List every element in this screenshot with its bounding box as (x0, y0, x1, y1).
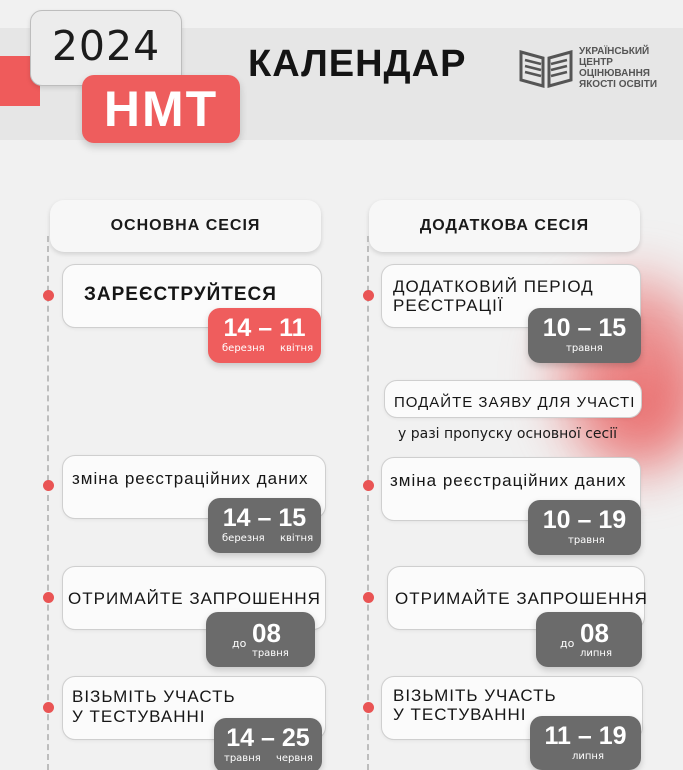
main-change-label: зміна реєстраційних даних (72, 469, 309, 488)
organization-logo-text (579, 46, 679, 90)
extra-session-heading: ДОДАТКОВА СЕСІЯ (369, 200, 640, 252)
main-session-heading: ОСНОВНА СЕСІЯ (50, 200, 321, 252)
extra-register-month: травня (566, 343, 603, 354)
book-logo-icon (519, 46, 573, 90)
extra-invite-day: 08 (580, 618, 609, 648)
extra-apply-label: ПОДАЙТЕ ЗАЯВУ ДЛЯ УЧАСТІ (394, 394, 636, 411)
main-register-date-badge (208, 308, 321, 363)
extra-invite-month: липня (580, 648, 612, 659)
extra-test-date-badge (530, 716, 641, 770)
logo-line-2: ЦЕНТР (579, 57, 613, 68)
main-register-label: ЗАРЕЄСТРУЙТЕСЯ (84, 284, 277, 305)
main-register-from-month: березня (222, 343, 265, 354)
logo-line-1: УКРАЇНСЬКИЙ (579, 46, 650, 57)
year-label: 2024 (30, 10, 182, 86)
extra-apply-note: у разі пропуску основної сесії (398, 426, 617, 442)
extra-register-range: 10 – 15 (542, 314, 627, 342)
main-invite-month: травня (252, 648, 289, 659)
main-invite-date-badge (206, 612, 315, 667)
extra-test-label-1: ВІЗЬМІТЬ УЧАСТЬ (393, 686, 557, 705)
main-invite-label: ОТРИМАЙТЕ ЗАПРОШЕННЯ (68, 589, 321, 608)
extra-timeline-dot (363, 480, 374, 491)
main-test-date-badge (214, 718, 322, 770)
extra-timeline-dot (363, 702, 374, 713)
main-test-from-month: травня (224, 753, 261, 764)
main-register-range: 14 – 11 (223, 314, 306, 342)
main-test-range: 14 – 25 (226, 724, 310, 752)
extra-timeline-dot (363, 290, 374, 301)
extra-test-range: 11 – 19 (544, 722, 627, 750)
main-test-label-1: ВІЗЬМІТЬ УЧАСТЬ (72, 687, 236, 706)
extra-invite-date-badge (536, 612, 642, 667)
extra-register-date-badge (528, 308, 641, 363)
main-register-to-month: квітня (280, 343, 314, 354)
main-timeline-dot (43, 480, 54, 491)
extra-change-label: зміна реєстраційних даних (390, 471, 627, 490)
main-test-label-2: У ТЕСТУВАННІ (72, 707, 206, 726)
extra-change-date-badge (528, 500, 641, 555)
page-title: КАЛЕНДАР (248, 43, 467, 85)
main-test-to-month: червня (276, 753, 313, 764)
main-change-from-month: березня (222, 533, 265, 544)
extra-test-month: липня (572, 751, 604, 762)
extra-session-timeline (367, 236, 369, 770)
exam-label: НМТ (82, 75, 240, 143)
extra-invite-prefix: до (560, 637, 575, 650)
main-change-range: 14 – 15 (222, 504, 307, 532)
main-change-to-month: квітня (280, 533, 314, 544)
logo-line-3: ОЦІНЮВАННЯ (579, 68, 650, 79)
extra-change-range: 10 – 19 (542, 506, 627, 534)
extra-timeline-dot (363, 592, 374, 603)
extra-register-label-2: РЕЄСТРАЦІЇ (393, 296, 504, 315)
main-change-date-badge (208, 498, 321, 553)
extra-register-label-1: ДОДАТКОВИЙ ПЕРІОД (393, 277, 594, 296)
extra-invite-label: ОТРИМАЙТЕ ЗАПРОШЕННЯ (395, 589, 648, 608)
extra-change-month: травня (568, 535, 605, 546)
extra-test-label-2: У ТЕСТУВАННІ (393, 705, 527, 724)
main-invite-day: 08 (252, 618, 281, 648)
main-timeline-dot (43, 592, 54, 603)
main-timeline-dot (43, 702, 54, 713)
logo-line-4: ЯКОСТІ ОСВІТИ (579, 79, 658, 90)
main-session-timeline (47, 236, 49, 770)
main-timeline-dot (43, 290, 54, 301)
main-invite-prefix: до (232, 637, 247, 650)
